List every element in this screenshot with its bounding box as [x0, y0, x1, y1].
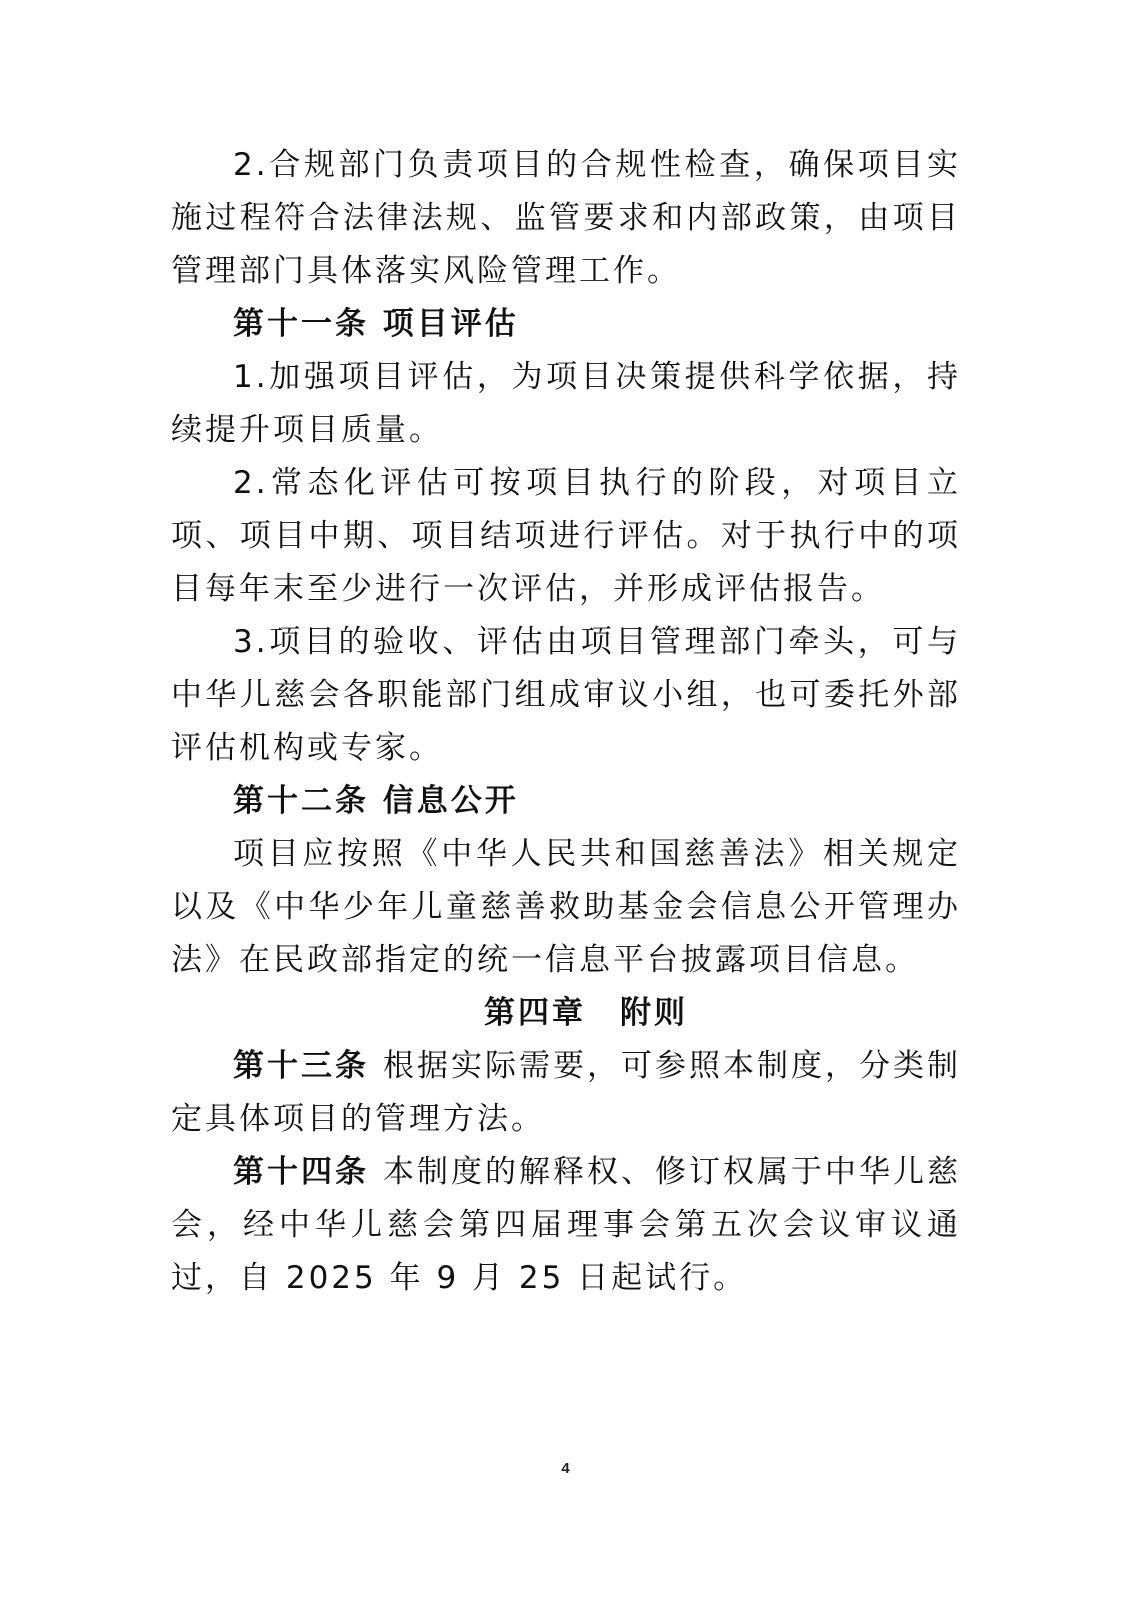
article-13-label: 第十三条 — [233, 1048, 369, 1084]
article-13-text: 根据实际需要，可参照本制度，分类制定具体项目的管理方法。 — [171, 1048, 961, 1137]
article-11-heading: 第十一条 项目评估 — [233, 306, 519, 342]
article-12-heading: 第十二条 信息公开 — [233, 783, 519, 819]
article-14-text: 本制度的解释权、修订权属于中华儿慈会，经中华儿慈会第四届理事会第五次会议审议通过，自 2025 年 9 月 25 日起试行。 — [171, 1154, 961, 1296]
paragraph-disclosure: 项目应按照《中华人民共和国慈善法》相关规定以及《中华少年儿童慈善救助基金会信息公开管理办法》在民政部指定的统一信息平台披露项目信息。 — [171, 836, 961, 978]
document-body — [171, 139, 961, 1305]
article-14 — [171, 1146, 961, 1305]
paragraph-evaluation-1: 1.加强项目评估，为项目决策提供科学依据，持续提升项目质量。 — [171, 359, 961, 448]
article-13 — [171, 1040, 961, 1146]
paragraph-evaluation-2: 2.常态化评估可按项目执行的阶段，对项目立项、项目中期、项目结项进行评估。对于执行中的项目每年末至少进行一次评估，并形成评估报告。 — [171, 465, 961, 607]
chapter-4-heading: 第四章 附则 — [484, 995, 688, 1031]
paragraph-evaluation-3: 3.项目的验收、评估由项目管理部门牵头，可与中华儿慈会各职能部门组成审议小组，也可委托外部评估机构或专家。 — [171, 624, 961, 766]
article-14-label: 第十四条 — [233, 1154, 369, 1190]
paragraph-compliance: 2.合规部门负责项目的合规性检查，确保项目实施过程符合法律法规、监管要求和内部政策，由项目管理部门具体落实风险管理工作。 — [171, 147, 961, 289]
page-number: 4 — [561, 1460, 570, 1477]
